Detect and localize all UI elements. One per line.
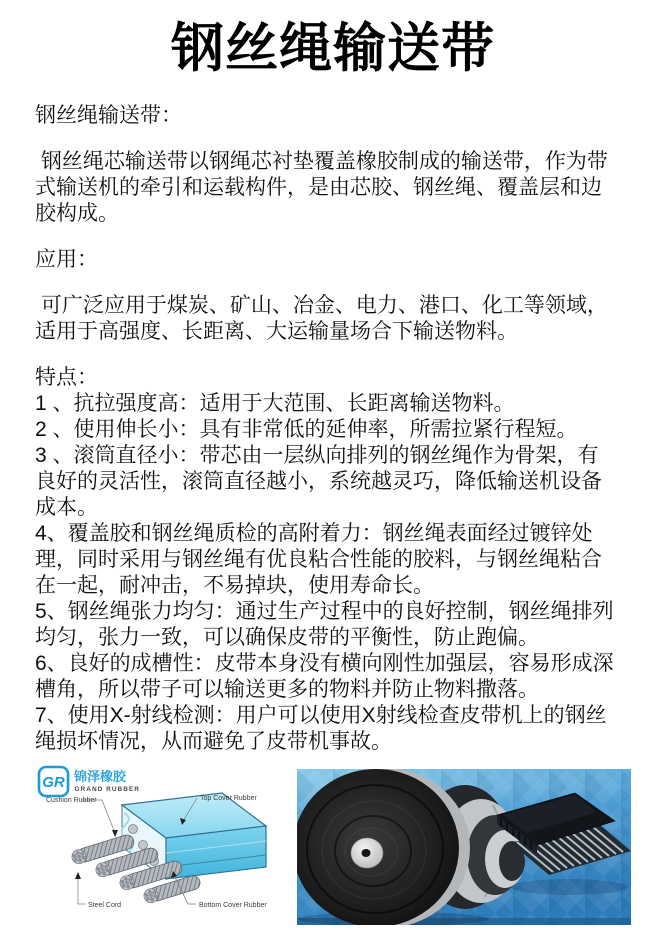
features-label: 特点： xyxy=(35,366,98,389)
belt-product-photo xyxy=(297,769,631,925)
feature-item-5: 5、钢丝绳张力均匀：通过生产过程中的良好控制，钢丝绳排列均匀，张力一致，可以确保皮带的平衡性，防止跑偏。 xyxy=(35,600,614,649)
diagram-label-steel-cord: Steel Cord xyxy=(88,902,122,909)
grand-rubber-logo xyxy=(39,767,140,796)
gr-logo-text: GR xyxy=(42,774,65,791)
belt-structure-diagram xyxy=(30,763,280,928)
page-title: 钢丝绳输送带 xyxy=(171,19,495,78)
intro-label: 钢丝绳输送带： xyxy=(35,104,182,127)
feature-item-3: 3 、滚筒直径小：带芯由一层纵向排列的钢丝绳作为骨架，有良好的灵活性，滚筒直径越小，系统越灵巧，降低输送机设备成本。 xyxy=(35,444,602,519)
application-paragraph: 可广泛应用于煤炭、矿山、冶金、电力、港口、化工等领域，适用于高强度、长距离、大运输量场合下输送物料。 xyxy=(35,294,608,343)
diagram-label-top-cover-rubber: Top Cover Rubber xyxy=(200,795,257,802)
feature-item-4: 4、覆盖胶和钢丝绳质检的高附着力：钢丝绳表面经过镀锌处理，同时采用与钢丝绳有优良粘合性能的胶料，与钢丝绳粘合在一起，耐冲击，不易掉块，使用寿命长。 xyxy=(35,522,602,597)
intro-paragraph: 钢丝绳芯输送带以钢绳芯衬垫覆盖橡胶制成的输送带，作为带式输送机的牵引和运载构件，是由芯胶、钢丝绳、覆盖层和边胶构成。 xyxy=(35,150,608,225)
diagram-label-cushion-rubber: Cushion Rubber xyxy=(46,797,97,804)
feature-item-2: 2 、使用伸长小：具有非常低的延伸率，所需拉紧行程短。 xyxy=(35,418,578,441)
document-body xyxy=(35,103,614,755)
image-row xyxy=(0,763,666,928)
brand-name-en: GRAND RUBBER xyxy=(74,786,140,793)
diagram-label-bottom-cover-rubber: Bottom Cover Rubber xyxy=(199,902,267,909)
application-label: 应用： xyxy=(35,248,98,271)
brand-name-cn: 锦泽橡胶 xyxy=(74,769,127,784)
feature-item-6: 6、良好的成槽性：皮带本身没有横向刚性加强层，容易形成深槽角，所以带子可以输送更多的物料并防止物料撒落。 xyxy=(35,652,614,701)
feature-item-1: 1 、抗拉强度高：适用于大范围、长距离输送物料。 xyxy=(35,392,515,415)
feature-item-7: 7、使用X-射线检测：用户可以使用X射线检查皮带机上的钢丝绳损坏情况，从而避免了皮带机事故。 xyxy=(35,704,607,753)
